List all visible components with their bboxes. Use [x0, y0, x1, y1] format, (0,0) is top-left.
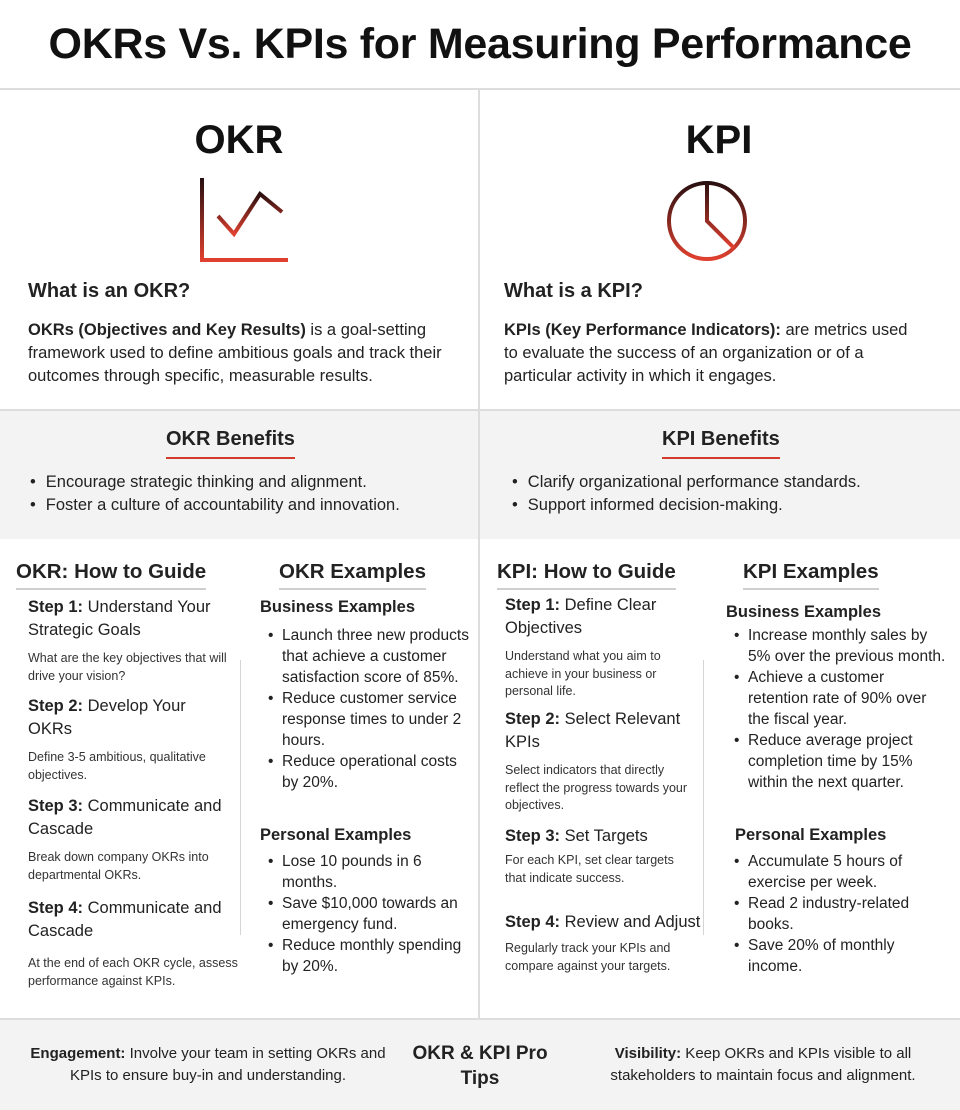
list-item: • Reduce average project completion time by 15% within the next quarter.: [726, 730, 946, 793]
list-item: • Encourage strategic thinking and alignment.: [30, 471, 400, 494]
okr-heading: OKR: [194, 118, 284, 162]
list-item: • Accumulate 5 hours of exercise per week.: [726, 851, 946, 893]
list-item: • Save 20% of monthly income.: [726, 935, 946, 977]
kpi-intro: [480, 90, 958, 410]
okr-what-title: What is an OKR?: [28, 280, 191, 302]
band-divider: [478, 411, 480, 539]
list-item: • Reduce monthly spending by 20%.: [260, 935, 475, 977]
list-item: • Reduce customer service response times to under 2 hours.: [260, 688, 475, 751]
page-title: OKRs Vs. KPIs for Measuring Performance: [48, 19, 912, 68]
kpi-step-3: Step 3: Set Targets For each KPI, set clear targets that indicate success.: [505, 827, 674, 885]
list-item: • Read 2 industry-related books.: [726, 893, 946, 935]
kpi-benefits-list: [512, 471, 861, 517]
kpi-definition: KPIs (Key Performance Indicators): are metrics used to evaluate the success of an organization or of a particular activity in which it engages.: [504, 321, 908, 385]
kpi-examples-title: KPI Examples: [743, 560, 879, 590]
okr-step-2: Step 2: Develop Your OKRs Define 3-5 ambitious, qualitative objectives.: [28, 697, 206, 782]
list-item: • Save $10,000 towards an emergency fund.: [260, 893, 475, 935]
list-item: • Foster a culture of accountability and innovation.: [30, 494, 400, 517]
kpi-what-title: What is a KPI?: [504, 280, 643, 302]
kpi-guide-title: KPI: How to Guide: [497, 560, 676, 590]
kpi-step-4: Step 4: Review and Adjust Regularly track your KPIs and compare against your targets.: [505, 913, 701, 973]
kpi-step-2: Step 2: Select Relevant KPIs Select indicators that directly reflect the progress towards your objectives.: [505, 710, 688, 812]
list-item: • Lose 10 pounds in 6 months.: [260, 851, 475, 893]
okr-personal-list: [260, 851, 475, 977]
okr-intro: [0, 90, 478, 410]
pro-tips-title: OKR & KPI Pro Tips: [412, 1043, 548, 1089]
kpi-business-title: Business Examples: [726, 603, 881, 621]
list-item: • Support informed decision-making.: [512, 494, 861, 517]
okr-step-3: Step 3: Communicate and Cascade Break down company OKRs into departmental OKRs.: [28, 797, 222, 882]
kpi-benefits-title: KPI Benefits: [662, 428, 780, 459]
okr-step-1: Step 1: Understand Your Strategic Goals What are the key objectives that will drive your vision?: [28, 598, 227, 683]
list-item: • Reduce operational costs by 20%.: [260, 751, 475, 793]
list-item: • Increase monthly sales by 5% over the previous month.: [726, 625, 946, 667]
okr-examples-title: OKR Examples: [279, 560, 426, 590]
kpi-heading: KPI: [685, 118, 753, 162]
kpi-personal-list: [726, 851, 946, 977]
list-item: • Achieve a customer retention rate of 90% over the fiscal year.: [726, 667, 946, 730]
pie-clock-icon: [664, 178, 750, 269]
okr-guide-title: OKR: How to Guide: [16, 560, 206, 590]
kpi-business-list: [726, 625, 946, 793]
okr-business-list: [260, 625, 475, 793]
engagement-tip: Engagement: Involve your team in setting OKRs and KPIs to ensure buy-in and understanding.: [30, 1045, 386, 1084]
visibility-tip: Visibility: Keep OKRs and KPIs visible to all stakeholders to maintain focus and alignment.: [610, 1045, 916, 1084]
okr-step-4: Step 4: Communicate and Cascade At the end of each OKR cycle, assess performance against KPIs.: [28, 899, 238, 988]
okr-personal-title: Personal Examples: [260, 826, 412, 844]
list-item: • Launch three new products that achieve a customer satisfaction score of 85%.: [260, 625, 475, 688]
kpi-personal-title: Personal Examples: [735, 826, 887, 844]
okr-definition: OKRs (Objectives and Key Results) is a goal-setting framework used to define ambitious goals and track their outcomes through specific, measurable results.: [28, 321, 442, 385]
divider: [240, 660, 241, 935]
okr-business-title: Business Examples: [260, 598, 415, 616]
kpi-step-1: Step 1: Define Clear Objectives Understand what you aim to achieve in your business or personal life.: [505, 596, 661, 698]
divider: [703, 660, 704, 935]
list-item: • Clarify organizational performance standards.: [512, 471, 861, 494]
okr-benefits-list: [30, 471, 400, 517]
line-chart-icon: [198, 178, 290, 269]
okr-benefits-title: OKR Benefits: [166, 428, 295, 459]
